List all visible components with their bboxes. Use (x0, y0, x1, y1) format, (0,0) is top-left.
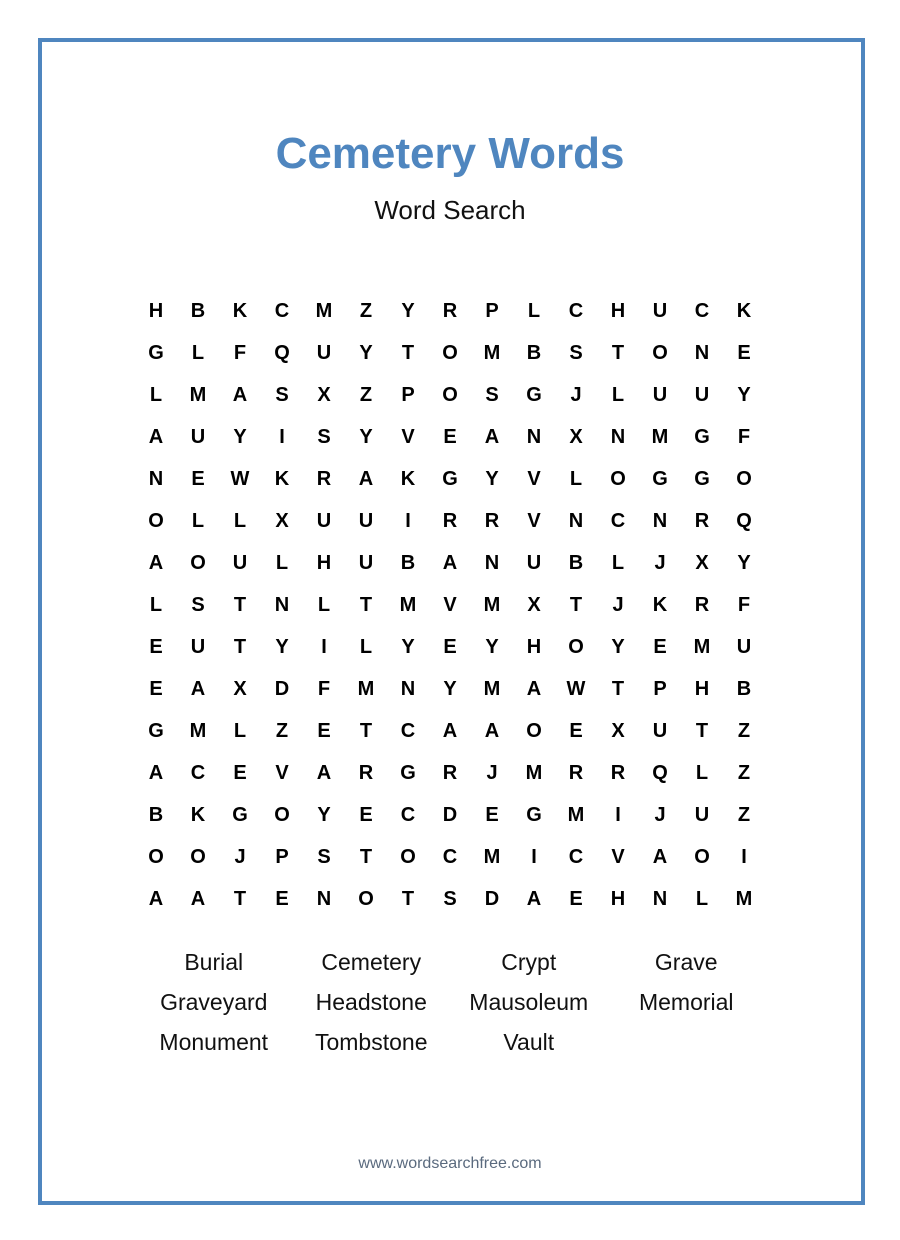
grid-cell[interactable]: A (484, 720, 500, 742)
grid-cell[interactable]: G (400, 762, 416, 784)
grid-cell[interactable]: Q (736, 510, 752, 532)
grid-cell[interactable]: R (442, 762, 458, 784)
grid-cell[interactable]: M (483, 342, 501, 364)
grid-cell[interactable]: R (442, 300, 458, 322)
grid-cell[interactable]: I (741, 846, 747, 868)
grid-cell[interactable]: O (610, 468, 626, 490)
grid-cell[interactable]: E (149, 636, 163, 658)
grid-cell[interactable]: K (400, 468, 416, 490)
grid-cell[interactable]: Z (737, 720, 751, 742)
grid-cell[interactable]: L (317, 594, 331, 616)
grid-cell[interactable]: K (274, 468, 290, 490)
grid-cell[interactable]: V (527, 510, 541, 532)
word-list-item: Graveyard (160, 989, 268, 1015)
grid-cell[interactable]: O (694, 846, 710, 868)
grid-cell[interactable]: T (359, 846, 373, 868)
grid-cell[interactable]: Z (359, 300, 373, 322)
grid-cell[interactable]: T (233, 594, 247, 616)
grid-cell[interactable]: U (316, 342, 332, 364)
grid-cell[interactable]: K (232, 300, 248, 322)
grid-cell[interactable]: R (694, 510, 710, 532)
grid-cell[interactable]: C (694, 300, 710, 322)
grid-cell[interactable]: L (275, 552, 289, 574)
grid-cell[interactable]: I (531, 846, 537, 868)
grid-cell[interactable]: E (233, 762, 247, 784)
grid-cell[interactable]: J (654, 804, 666, 826)
grid-cell[interactable]: K (190, 804, 206, 826)
grid-cell[interactable]: V (527, 468, 541, 490)
grid-cell[interactable]: L (191, 342, 205, 364)
grid-cell[interactable]: N (610, 426, 626, 448)
grid-cell[interactable]: J (570, 384, 582, 406)
grid-cell[interactable]: O (358, 888, 374, 910)
grid-cell[interactable]: X (275, 510, 289, 532)
grid-cell[interactable]: O (274, 804, 290, 826)
grid-cell[interactable]: A (358, 468, 374, 490)
grid-cell[interactable]: M (483, 594, 501, 616)
grid-cell[interactable]: U (190, 636, 206, 658)
grid-cell[interactable]: T (611, 342, 625, 364)
grid-cell[interactable]: N (652, 510, 668, 532)
grid-cell[interactable]: R (358, 762, 374, 784)
grid-cell[interactable]: P (653, 678, 667, 700)
grid-cell[interactable]: G (148, 720, 164, 742)
grid-cell[interactable]: X (317, 384, 331, 406)
letter-grid (135, 290, 765, 920)
grid-cell[interactable]: T (401, 342, 415, 364)
grid-cell[interactable]: W (230, 468, 250, 490)
grid-cell[interactable]: U (694, 804, 710, 826)
grid-cell[interactable]: Y (611, 636, 625, 658)
grid-cell[interactable]: A (316, 762, 332, 784)
grid-cell[interactable]: O (190, 846, 206, 868)
grid-cell[interactable]: P (485, 300, 499, 322)
grid-cell[interactable]: T (233, 888, 247, 910)
grid-cell[interactable]: T (401, 888, 415, 910)
grid-cell[interactable]: Q (274, 342, 290, 364)
grid-cell[interactable]: Y (275, 636, 289, 658)
grid-cell[interactable]: S (317, 846, 331, 868)
grid-cell[interactable]: J (654, 552, 666, 574)
grid-cell[interactable]: C (400, 804, 416, 826)
word-list-item: Burial (184, 949, 244, 975)
grid-cell[interactable]: L (695, 762, 709, 784)
grid-cell[interactable]: D (484, 888, 500, 910)
grid-cell[interactable]: P (401, 384, 415, 406)
grid-cell[interactable]: C (400, 720, 416, 742)
grid-cell[interactable]: E (737, 342, 751, 364)
grid-cell[interactable]: A (442, 552, 458, 574)
grid-cell[interactable]: E (569, 888, 583, 910)
grid-cell[interactable]: L (611, 384, 625, 406)
grid-cell[interactable]: F (317, 678, 331, 700)
grid-cell[interactable]: L (191, 510, 205, 532)
grid-cell[interactable]: U (652, 384, 668, 406)
grid-cell[interactable]: Y (485, 636, 499, 658)
grid-cell[interactable]: O (148, 510, 164, 532)
grid-cell[interactable]: U (652, 300, 668, 322)
grid-cell[interactable]: S (191, 594, 205, 616)
grid-cell[interactable]: O (148, 846, 164, 868)
grid-cell[interactable]: O (652, 342, 668, 364)
grid-cell[interactable]: N (568, 510, 584, 532)
grid-cell[interactable]: L (233, 720, 247, 742)
grid-cell[interactable]: R (316, 468, 332, 490)
word-list-item: Crypt (501, 949, 557, 975)
grid-cell[interactable]: S (275, 384, 289, 406)
grid-cell[interactable]: I (279, 426, 285, 448)
grid-cell[interactable]: I (405, 510, 411, 532)
grid-cell[interactable]: R (484, 510, 500, 532)
grid-cell[interactable]: M (567, 804, 585, 826)
grid-cell[interactable]: N (652, 888, 668, 910)
grid-cell[interactable]: E (569, 720, 583, 742)
word-list-item: Monument (159, 1029, 269, 1055)
grid-cell[interactable]: L (149, 594, 163, 616)
word-list-item: Grave (654, 949, 718, 975)
grid-row (135, 794, 765, 836)
grid-cell[interactable]: U (694, 384, 710, 406)
grid-cell[interactable]: E (653, 636, 667, 658)
grid-row (135, 500, 765, 542)
grid-cell[interactable]: Y (737, 384, 751, 406)
grid-cell[interactable]: M (189, 384, 207, 406)
grid-row (135, 752, 765, 794)
grid-cell[interactable]: L (611, 552, 625, 574)
grid-cell[interactable]: H (148, 300, 164, 322)
grid-cell[interactable]: W (566, 678, 586, 700)
grid-cell[interactable]: D (274, 678, 290, 700)
grid-cell[interactable]: T (569, 594, 583, 616)
grid-cell[interactable]: J (612, 594, 624, 616)
grid-cell[interactable]: Y (443, 678, 457, 700)
word-list-item: Vault (503, 1029, 555, 1055)
grid-cell[interactable]: M (357, 678, 375, 700)
grid-cell[interactable]: O (442, 342, 458, 364)
grid-cell[interactable]: V (401, 426, 415, 448)
grid-cell[interactable]: M (399, 594, 417, 616)
grid-cell[interactable]: N (484, 552, 500, 574)
grid-cell[interactable]: X (569, 426, 583, 448)
grid-cell[interactable]: R (610, 762, 626, 784)
grid-cell[interactable]: Z (275, 720, 289, 742)
grid-cell[interactable]: H (694, 678, 710, 700)
grid-cell[interactable]: T (233, 636, 247, 658)
grid-cell[interactable]: H (316, 552, 332, 574)
grid-cell[interactable]: K (736, 300, 752, 322)
grid-cell[interactable]: N (316, 888, 332, 910)
grid-cell[interactable]: T (611, 678, 625, 700)
grid-cell[interactable]: O (442, 384, 458, 406)
grid-cell[interactable]: A (232, 384, 248, 406)
grid-cell[interactable]: C (568, 300, 584, 322)
grid-cell[interactable]: C (568, 846, 584, 868)
grid-row (135, 458, 765, 500)
grid-cell[interactable]: O (568, 636, 584, 658)
grid-cell[interactable]: B (190, 300, 206, 322)
grid-cell[interactable]: Y (317, 804, 331, 826)
grid-cell[interactable]: O (736, 468, 752, 490)
grid-cell[interactable]: G (526, 804, 542, 826)
grid-cell[interactable]: I (615, 804, 621, 826)
grid-cell[interactable]: M (525, 762, 543, 784)
grid-cell[interactable]: E (149, 678, 163, 700)
grid-row (135, 584, 765, 626)
grid-cell[interactable]: U (316, 510, 332, 532)
grid-cell[interactable]: G (442, 468, 458, 490)
grid-cell[interactable]: T (695, 720, 709, 742)
grid-cell[interactable]: Q (652, 762, 668, 784)
grid-cell[interactable]: U (358, 510, 374, 532)
grid-cell[interactable]: A (148, 426, 164, 448)
grid-cell[interactable]: F (233, 342, 247, 364)
grid-cell[interactable]: G (694, 468, 710, 490)
grid-cell[interactable]: E (275, 888, 289, 910)
footer-url[interactable]: www.wordsearchfree.com (358, 1155, 542, 1172)
word-list-item: Headstone (315, 989, 427, 1015)
grid-cell[interactable]: O (526, 720, 542, 742)
grid-cell[interactable]: S (443, 888, 457, 910)
grid-cell[interactable]: Y (401, 300, 415, 322)
grid-cell[interactable]: H (610, 888, 626, 910)
grid-cell[interactable]: F (737, 426, 751, 448)
grid-cell[interactable]: P (275, 846, 289, 868)
grid-cell[interactable]: R (568, 762, 584, 784)
grid-cell[interactable]: I (321, 636, 327, 658)
grid-cell[interactable]: N (526, 426, 542, 448)
grid-cell[interactable]: B (568, 552, 584, 574)
grid-cell[interactable]: S (485, 384, 499, 406)
grid-cell[interactable]: A (148, 552, 164, 574)
grid-cell[interactable]: A (190, 678, 206, 700)
grid-cell[interactable]: M (693, 636, 711, 658)
grid-cell[interactable]: C (274, 300, 290, 322)
grid-row (135, 710, 765, 752)
grid-cell[interactable]: O (190, 552, 206, 574)
grid-cell[interactable]: Y (359, 426, 373, 448)
grid-cell[interactable]: Y (401, 636, 415, 658)
grid-cell[interactable]: N (400, 678, 416, 700)
word-list-item: Tombstone (314, 1029, 428, 1055)
word-list-item: Mausoleum (469, 989, 589, 1015)
grid-cell[interactable]: B (736, 678, 752, 700)
grid-cell[interactable]: E (191, 468, 205, 490)
grid-row (135, 626, 765, 668)
grid-cell[interactable]: N (148, 468, 164, 490)
grid-row (135, 668, 765, 710)
grid-cell[interactable]: A (148, 762, 164, 784)
grid-cell[interactable]: Z (359, 384, 373, 406)
grid-cell[interactable]: U (652, 720, 668, 742)
grid-cell[interactable]: V (275, 762, 289, 784)
grid-cell[interactable]: U (736, 636, 752, 658)
grid-row (135, 836, 765, 878)
grid-cell[interactable]: L (359, 636, 373, 658)
grid-cell[interactable]: C (442, 846, 458, 868)
grid-cell[interactable]: M (315, 300, 333, 322)
grid-cell[interactable]: U (190, 426, 206, 448)
grid-cell[interactable]: B (526, 342, 542, 364)
grid-cell[interactable]: L (149, 384, 163, 406)
grid-cell[interactable]: Z (737, 804, 751, 826)
word-list-item: Memorial (638, 989, 734, 1015)
grid-cell[interactable]: C (610, 510, 626, 532)
grid-cell[interactable]: B (400, 552, 416, 574)
grid-cell[interactable]: H (610, 300, 626, 322)
grid-cell[interactable]: J (486, 762, 498, 784)
grid-cell[interactable]: R (694, 594, 710, 616)
grid-cell[interactable]: N (694, 342, 710, 364)
grid-cell[interactable]: F (737, 594, 751, 616)
grid-cell[interactable]: G (652, 468, 668, 490)
grid-cell[interactable]: H (526, 636, 542, 658)
grid-cell[interactable]: D (442, 804, 458, 826)
grid-cell[interactable]: M (189, 720, 207, 742)
grid-cell[interactable]: M (651, 426, 669, 448)
grid-cell[interactable]: A (652, 846, 668, 868)
grid-cell[interactable]: V (443, 594, 457, 616)
grid-cell[interactable]: T (359, 720, 373, 742)
grid-cell[interactable]: E (443, 636, 457, 658)
grid-cell[interactable]: S (569, 342, 583, 364)
word-list-item: Cemetery (321, 949, 422, 975)
grid-cell[interactable]: L (233, 510, 247, 532)
grid-cell[interactable]: K (652, 594, 668, 616)
grid-cell[interactable]: Y (485, 468, 499, 490)
grid-cell[interactable]: O (400, 846, 416, 868)
grid-cell[interactable]: X (611, 720, 625, 742)
grid-row (135, 374, 765, 416)
grid-cell[interactable]: L (527, 300, 541, 322)
grid-cell[interactable]: G (232, 804, 248, 826)
grid-cell[interactable]: A (190, 888, 206, 910)
grid-cell[interactable]: X (695, 552, 709, 574)
grid-cell[interactable]: N (274, 594, 290, 616)
grid-cell[interactable]: G (526, 384, 542, 406)
grid-cell[interactable]: E (485, 804, 499, 826)
grid-cell[interactable]: A (526, 678, 542, 700)
grid-cell[interactable]: L (695, 888, 709, 910)
grid-cell[interactable]: Y (233, 426, 247, 448)
grid-row (135, 290, 765, 332)
page-title: Cemetery Words (275, 129, 625, 178)
grid-cell[interactable]: U (358, 552, 374, 574)
grid-cell[interactable]: B (148, 804, 164, 826)
grid-cell[interactable]: A (526, 888, 542, 910)
grid-cell[interactable]: X (233, 678, 247, 700)
grid-row (135, 878, 765, 920)
grid-cell[interactable]: M (483, 846, 501, 868)
grid-cell[interactable]: X (527, 594, 541, 616)
grid-cell[interactable]: S (317, 426, 331, 448)
grid-cell[interactable]: A (148, 888, 164, 910)
grid-cell[interactable]: R (442, 510, 458, 532)
page-subtitle: Word Search (374, 195, 526, 225)
grid-row (135, 332, 765, 374)
grid-cell[interactable]: A (442, 720, 458, 742)
grid-cell[interactable]: Y (737, 552, 751, 574)
grid-row (135, 542, 765, 584)
grid-cell[interactable]: U (526, 552, 542, 574)
grid-cell[interactable]: L (569, 468, 583, 490)
grid-cell[interactable]: G (148, 342, 164, 364)
grid-cell[interactable]: A (484, 426, 500, 448)
grid-cell[interactable]: T (359, 594, 373, 616)
grid-cell[interactable]: V (611, 846, 625, 868)
grid-cell[interactable]: E (317, 720, 331, 742)
grid-cell[interactable]: Y (359, 342, 373, 364)
grid-cell[interactable]: U (232, 552, 248, 574)
grid-cell[interactable]: M (483, 678, 501, 700)
grid-cell[interactable]: M (735, 888, 753, 910)
grid-cell[interactable]: Z (737, 762, 751, 784)
grid-cell[interactable]: E (359, 804, 373, 826)
grid-row (135, 416, 765, 458)
word-list (135, 942, 765, 1062)
grid-cell[interactable]: G (694, 426, 710, 448)
grid-cell[interactable]: J (234, 846, 246, 868)
grid-cell[interactable]: E (443, 426, 457, 448)
grid-cell[interactable]: C (190, 762, 206, 784)
